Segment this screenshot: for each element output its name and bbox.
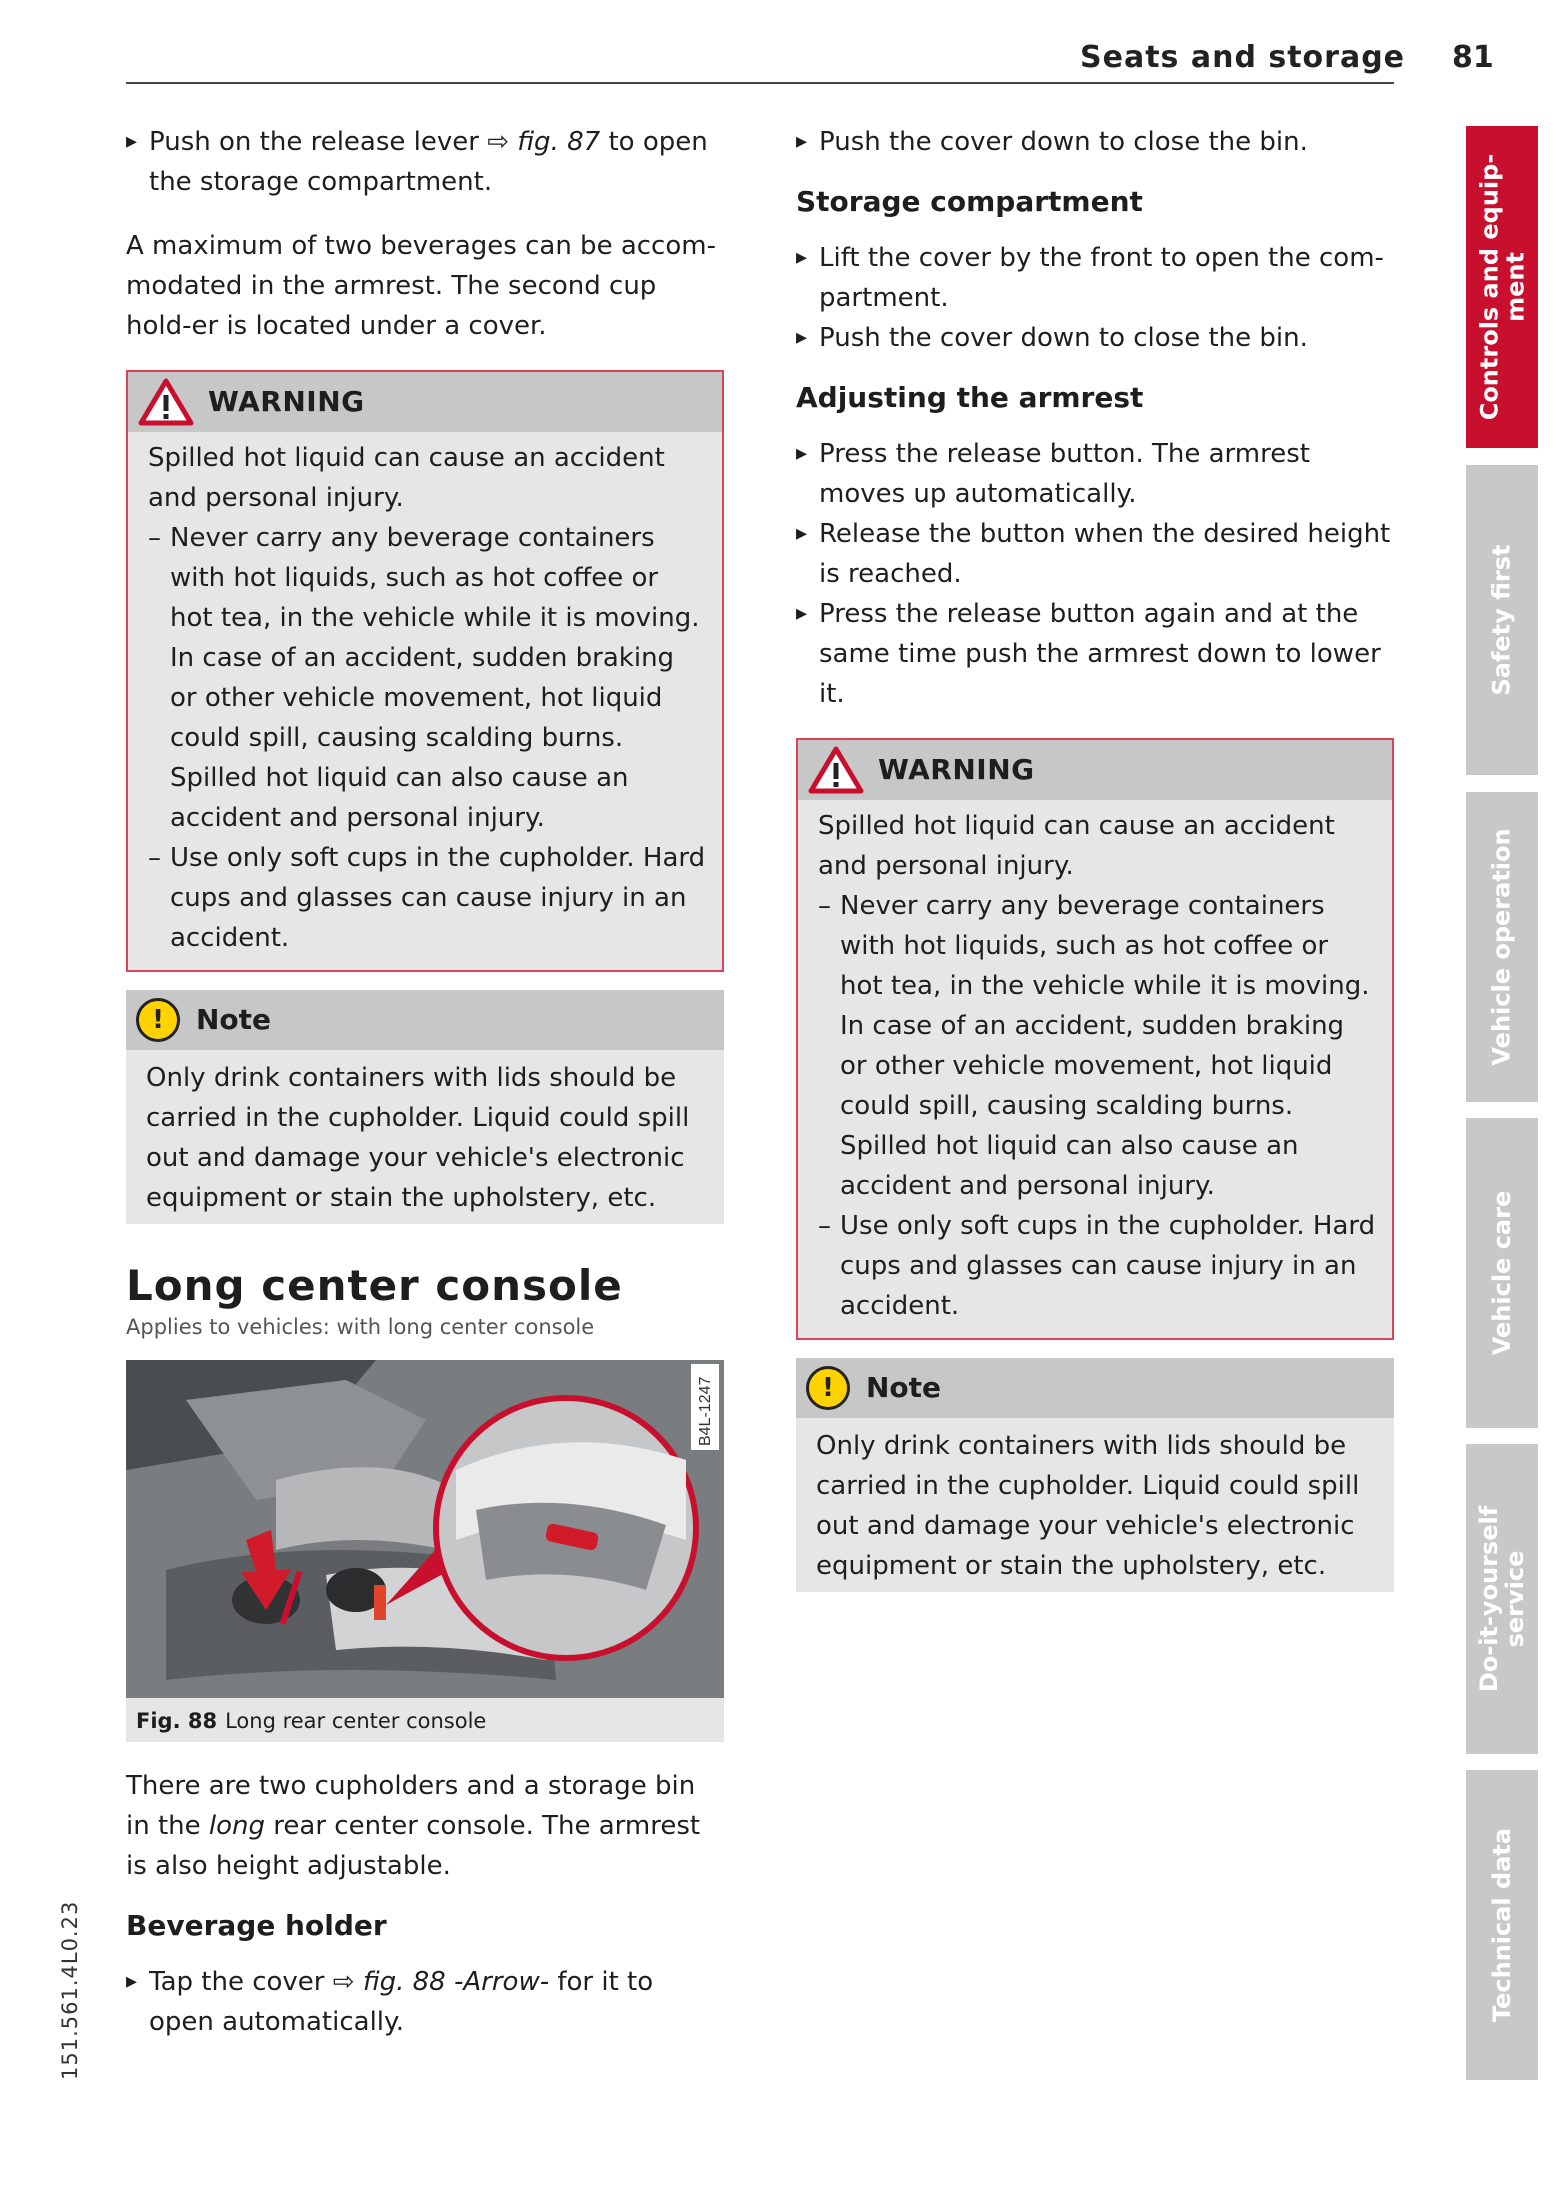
figure-number: Fig. 88 (136, 1709, 218, 1733)
tab-do-it-yourself-service[interactable] (1466, 1444, 1538, 1754)
center-console-illustration (126, 1360, 724, 1698)
instruction-close-bin: ▸ Push the cover down to close the bin. (796, 122, 1394, 162)
paragraph-two-beverages: A maximum of two beverages can be accom-modated in the armrest. The second cup hold-er is located under a cover. (126, 231, 716, 341)
left-column (126, 122, 724, 2042)
instruction-lift-cover: ▸ Lift the cover by the front to open the com-partment. (796, 238, 1394, 318)
instruction-open-storage: ▸ Push on the release lever ⇨ fig. 87 to open the storage compartment. (126, 122, 724, 202)
warning-intro: Spilled hot liquid can cause an accident and personal injury. (818, 811, 1335, 881)
instruction-release-button: ▸ Release the button when the desired height is reached. (796, 514, 1394, 594)
tab-label: Vehicle operation (1488, 828, 1516, 1066)
note-header (796, 1358, 1394, 1418)
tab-label: Do-it-yourself service (1475, 1505, 1530, 1693)
tab-label: Technical data (1488, 1827, 1517, 2023)
warning-header (798, 740, 1392, 800)
applies-to-note: Applies to vehicles: with long center console (126, 1315, 595, 1339)
document-id: 151.561.4L0.23 (58, 1900, 82, 2080)
paragraph-cupholders: There are two cupholders and a storage bin in the long rear center console. The armrest is also height adjustable. (126, 1771, 701, 1881)
warning-item: – Use only soft cups in the cupholder. Hard cups and glasses can cause injury in an accident. (818, 1206, 1378, 1326)
tab-vehicle-operation[interactable] (1466, 792, 1538, 1102)
figure-code: B4L-1247 (697, 1376, 714, 1446)
warning-label: WARNING (878, 753, 1035, 786)
instruction-press-release: ▸ Press the release button. The armrest moves up automatically. (796, 434, 1394, 514)
figure-reference[interactable]: fig. 88 -Arrow- (362, 1967, 550, 1997)
heading-storage-compartment: Storage compartment (796, 185, 1143, 218)
warning-item: – Use only soft cups in the cupholder. Hard cups and glasses can cause injury in an accident. (148, 838, 708, 958)
tab-label: Vehicle care (1488, 1190, 1517, 1356)
note-body: Only drink containers with lids should be carried in the cupholder. Liquid could spill out and damage your vehicle's electronic equipment or stain the upholstery, etc. (146, 1063, 690, 1213)
instruction-lower-armrest: ▸ Press the release button again and at the same time push the armrest down to lower it. (796, 594, 1394, 714)
figure-reference[interactable]: fig. 87 (517, 127, 601, 157)
warning-header (128, 372, 722, 432)
note-exclamation-icon: ! (136, 998, 180, 1042)
warning-label: WARNING (208, 385, 365, 418)
figure-caption-text: Long rear center console (225, 1709, 487, 1733)
note-label: Note (866, 1371, 942, 1404)
heading-adjusting-armrest: Adjusting the armrest (796, 381, 1144, 414)
tab-safety-first[interactable] (1466, 465, 1538, 775)
note-body: Only drink containers with lids should be carried in the cupholder. Liquid could spill out and damage your vehicle's electronic equipment or stain the upholstery, etc. (816, 1431, 1360, 1581)
tab-label: Safety first (1488, 544, 1516, 696)
page-number: 81 (1452, 40, 1494, 75)
warning-item: – Never carry any beverage containers with hot liquids, such as hot coffee or hot tea, in the vehicle while it is moving. In case of an accident, sudden braking or other vehicle movement, hot liquid could spill, causing scalding burns. Spilled hot liquid can also cause an accident and personal injury. (818, 886, 1378, 1206)
note-header (126, 990, 724, 1050)
note-exclamation-icon: ! (806, 1366, 850, 1410)
note-box (126, 990, 724, 1224)
header-rule (126, 82, 1394, 84)
note-label: Note (196, 1003, 272, 1036)
tab-label: Controls and equip- ment (1475, 153, 1530, 421)
warning-box (796, 738, 1394, 1340)
warning-item: – Never carry any beverage containers with hot liquids, such as hot coffee or hot tea, in the vehicle while it is moving. In case of an accident, sudden braking or other vehicle movement, hot liquid could spill, causing scalding burns. Spilled hot liquid can also cause an accident and personal injury. (148, 518, 708, 838)
warning-box (126, 370, 724, 972)
figure-88 (126, 1360, 724, 1742)
warning-triangle-icon (138, 378, 194, 426)
note-box (796, 1358, 1394, 1592)
tab-controls-and-equipment[interactable] (1466, 126, 1538, 448)
instruction-close-bin: ▸ Push the cover down to close the bin. (796, 318, 1394, 358)
figure-caption (126, 1698, 724, 1742)
tab-vehicle-care[interactable] (1466, 1118, 1538, 1428)
heading-beverage-holder: Beverage holder (126, 1909, 387, 1942)
warning-body (128, 432, 722, 970)
warning-body (798, 800, 1392, 1338)
tab-technical-data[interactable] (1466, 1770, 1538, 2080)
right-column (796, 122, 1394, 1592)
section-title: Long center console (126, 1261, 623, 1310)
instruction-tap-cover: ▸ Tap the cover ⇨ fig. 88 -Arrow- for it to open automatically. (126, 1962, 724, 2042)
warning-triangle-icon (808, 746, 864, 794)
warning-intro: Spilled hot liquid can cause an accident and personal injury. (148, 443, 665, 513)
running-header-title: Seats and storage (1080, 40, 1406, 75)
